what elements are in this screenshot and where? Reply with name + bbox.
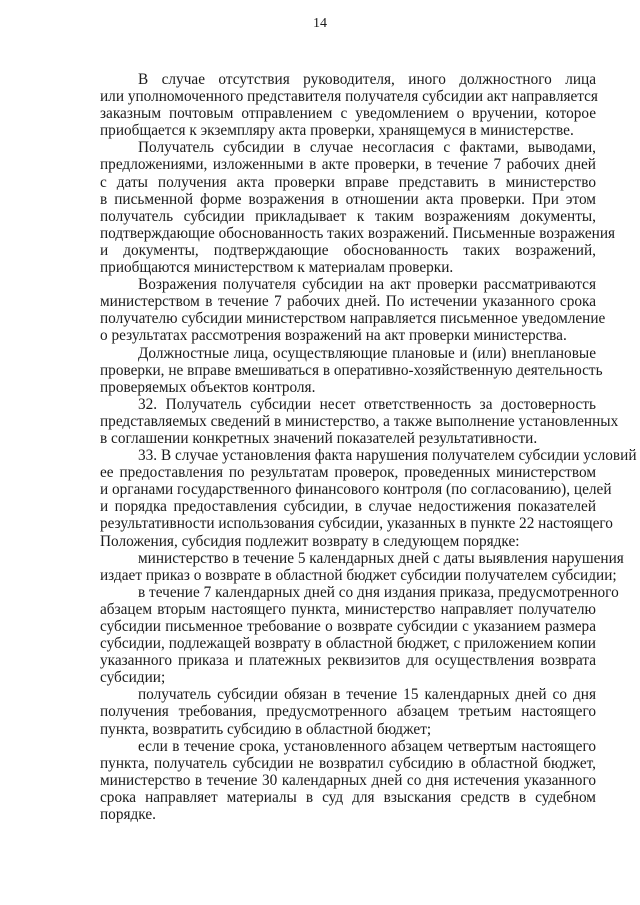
text-line: порядке.: [100, 806, 156, 824]
text-line: приобщается к экземпляру акта проверки, хранящемуся в министерстве.: [100, 122, 574, 140]
text-line: Должностные лица, осуществляющие плановые и (или) внеплановые: [138, 344, 596, 362]
text-line: министерством в течение 7 рабочих дней. По истечении указанного срока: [100, 293, 596, 311]
page-number: 14: [313, 16, 327, 31]
paragraph: [100, 583, 619, 687]
text-line: подтверждающие обоснованность таких возражений. Письменные возражения: [100, 224, 616, 242]
text-line: заказным почтовым отправлением с уведомлением о вручении, которое: [100, 105, 596, 123]
text-line: ее предоставления по результатам проверок, проведенных министерством: [100, 464, 596, 482]
text-line: приобщаются министерством к материалам проверки.: [100, 259, 454, 277]
paragraph: [100, 276, 606, 345]
text-line: субсидии письменное требование о возврате субсидии с указанием размера: [100, 618, 596, 635]
text-line: указанного приказа и платежных реквизитов для осуществления возврата: [100, 652, 596, 670]
text-line: представляемых сведений в министерство, а также выполнение установленных: [100, 412, 619, 430]
text-line: результативности использования субсидии, указанных в пункте 22 настоящего: [100, 515, 613, 533]
paragraph: [100, 139, 616, 277]
text-line: субсидии;: [100, 669, 166, 687]
text-line: абзацем вторым настоящего пункта, министерство направляет получателю: [100, 600, 596, 618]
paragraph: [100, 686, 596, 737]
text-line: 33. В случае установления факта нарушения получателем субсидии условий: [138, 447, 637, 465]
paragraph: [100, 344, 603, 396]
paragraph: [100, 738, 596, 823]
paragraph: [100, 395, 619, 447]
text-line: и органами государственного финансового контроля (по согласованию), целей: [100, 481, 612, 499]
text-line: проверки, не вправе вмешиваться в оперативно-хозяйственную деятельность: [100, 361, 603, 379]
text-line: с даты получения акта проверки вправе представить в министерство: [100, 173, 596, 191]
text-line: или уполномоченного представителя получателя субсидии акт направляется: [100, 88, 598, 106]
text-line: проверяемых объектов контроля.: [100, 378, 316, 396]
text-line: если в течение срока, установленного абзацем четвертым настоящего: [138, 737, 596, 755]
text-line: 32. Получатель субсидии несет ответственность за достоверность: [138, 395, 596, 413]
paragraph: [100, 447, 637, 550]
text-line: Положения, субсидия подлежит возврату в следующем порядке:: [100, 532, 520, 550]
text-line: министерство в течение 5 календарных дней с даты выявления нарушения: [138, 549, 624, 567]
document-body: [100, 71, 637, 824]
text-line: получения требования, предусмотренного абзацем третьим настоящего: [100, 703, 596, 721]
text-line: в течение 7 календарных дней со дня издания приказа, предусмотренного: [138, 583, 619, 601]
text-line: получателю субсидии министерством направляется письменное уведомление: [100, 310, 606, 328]
text-line: и документы, подтверждающие обоснованность таких возражений,: [100, 241, 596, 259]
text-line: в соглашении конкретных значений показателей результативности.: [100, 429, 538, 447]
text-line: издает приказ о возврате в областной бюджет субсидии получателем субсидии;: [100, 566, 617, 584]
text-line: Возражения получателя субсидии на акт проверки рассматриваются: [138, 276, 596, 294]
text-line: пункта, возвратить субсидию в областной бюджет;: [100, 720, 432, 738]
text-line: пункта, получатель субсидии не возвратил субсидию в областной бюджет,: [100, 754, 596, 772]
paragraph: [100, 549, 624, 584]
text-line: срока направляет материалы в суд для взыскания средств в судебном: [100, 788, 596, 806]
text-line: получатель субсидии обязан в течение 15 календарных дней со дня: [138, 686, 596, 704]
text-line: и порядка предоставления субсидии, в случае недостижения показателей: [100, 498, 596, 516]
text-line: министерство в течение 30 календарных дней со дня истечения указанного: [100, 771, 596, 789]
text-line: Получатель субсидии в случае несогласия с фактами, выводами,: [138, 139, 596, 157]
text-line: В случае отсутствия руководителя, иного должностного лица: [138, 71, 596, 88]
text-line: получатель субсидии прикладывает к таким возражениям документы,: [100, 207, 596, 225]
text-line: о результатах рассмотрения возражений на акт проверки министерства.: [100, 327, 567, 345]
text-line: субсидии, подлежащей возврату в областной бюджет, с приложением копии: [100, 635, 596, 653]
text-line: в письменной форме возражения в отношении акта проверки. При этом: [100, 190, 596, 208]
paragraph: [100, 71, 596, 139]
text-line: предложениями, изложенными в акте проверки, в течение 7 рабочих дней: [100, 156, 596, 174]
